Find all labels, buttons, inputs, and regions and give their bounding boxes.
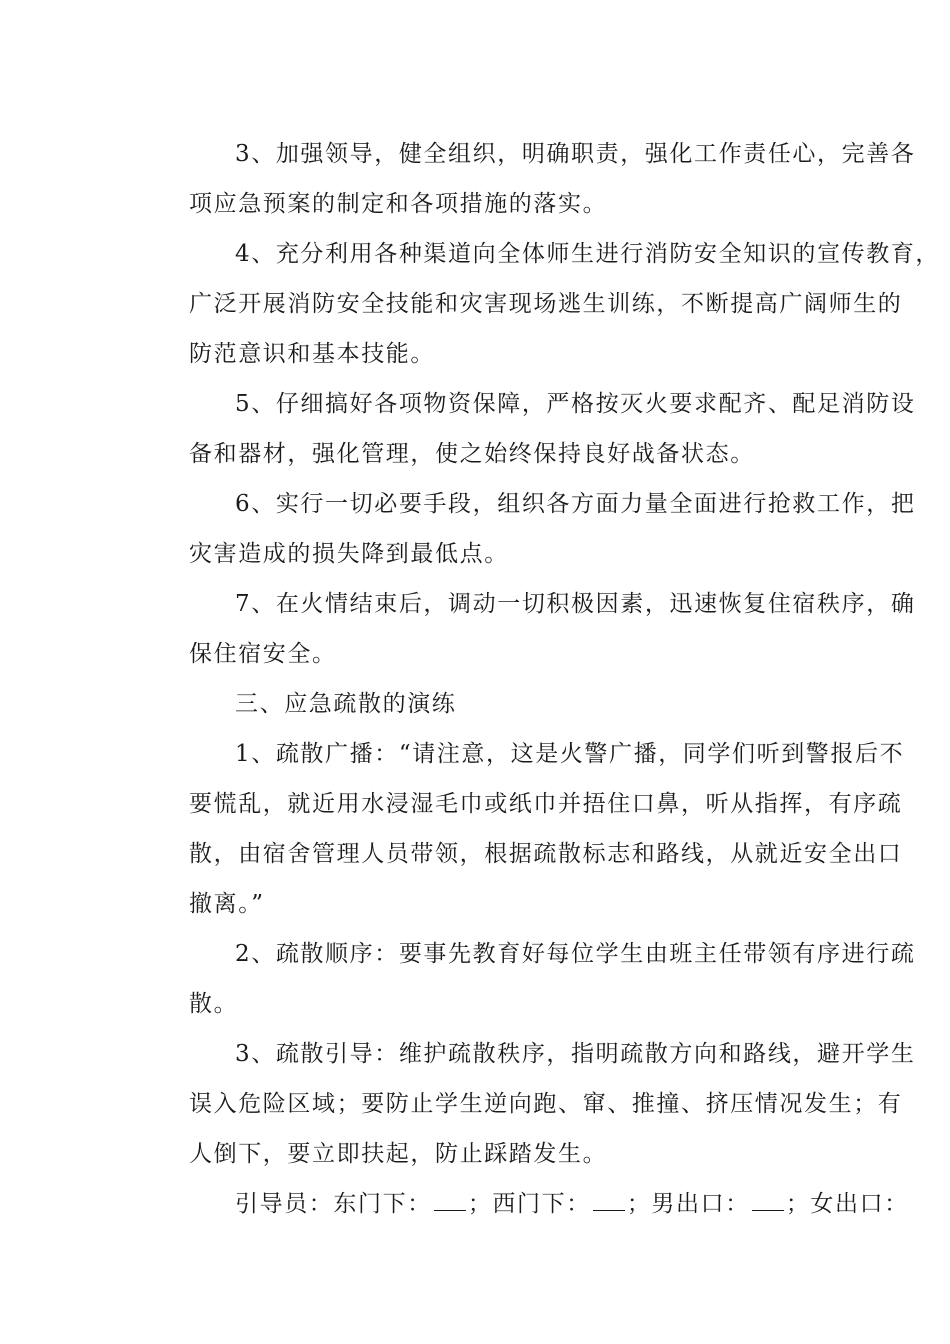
text-line: 人倒下，要立即扶起，防止踩踏发生。 — [189, 1141, 608, 1167]
text-line: 保住宿安全。 — [189, 641, 337, 667]
text-line: 广泛开展消防安全技能和灾害现场逃生训练，不断提高广阔师生的 — [189, 291, 903, 317]
text-line: 要慌乱，就近用水浸湿毛巾或纸巾并捂住口鼻，听从指挥，有序疏 — [189, 791, 903, 817]
paragraph-item-7 — [143, 579, 916, 679]
paragraph-evac-guidance — [143, 1029, 916, 1179]
text-line: 灾害造成的损失降到最低点。 — [189, 541, 509, 567]
text-line: 4、充分利用各种渠道向全体师生进行消防安全知识的宣传教育， — [235, 241, 941, 267]
text-line: 误入危险区域；要防止学生逆向跑、窜、推撞、挤压情况发生；有 — [189, 1091, 903, 1117]
female-exit-label: ；女出口： — [785, 1191, 909, 1217]
paragraph-evac-order — [143, 929, 916, 1029]
east-gate-blank — [434, 1190, 466, 1211]
guides-line — [143, 1179, 909, 1229]
male-exit-label: ；男出口： — [626, 1191, 750, 1217]
text-line: 3、疏散引导：维护疏散秩序，指明疏散方向和路线，避开学生 — [235, 1041, 916, 1067]
text-line: 5、仔细搞好各项物资保障，严格按灭火要求配齐、配足消防设 — [235, 391, 916, 417]
document-body — [143, 129, 941, 1229]
paragraph-item-6 — [143, 479, 916, 579]
text-line: 散。 — [189, 991, 239, 1017]
text-line: 2、疏散顺序：要事先教育好每位学生由班主任带领有序进行疏 — [235, 941, 916, 967]
text-line: 防范意识和基本技能。 — [189, 341, 435, 367]
east-gate-label: 东门下： — [333, 1191, 432, 1217]
text-line: 撤离。” — [189, 891, 265, 917]
guides-text-line — [143, 1179, 909, 1229]
text-line: 6、实行一切必要手段，组织各方面力量全面进行抢救工作，把 — [235, 491, 916, 517]
paragraph-item-4 — [143, 229, 941, 379]
section-heading — [143, 679, 833, 729]
paragraph-item-3 — [143, 129, 916, 229]
text-line: 1、疏散广播：“请注意，这是火警广播，同学们听到警报后不 — [235, 741, 905, 767]
text-line: 备和器材，强化管理，使之始终保持良好战备状态。 — [189, 441, 755, 467]
paragraph-evac-broadcast — [143, 729, 905, 929]
paragraph-item-5 — [143, 379, 916, 479]
text-line: 项应急预案的制定和各项措施的落实。 — [189, 191, 608, 217]
west-gate-label: ；西门下： — [467, 1191, 591, 1217]
guides-label: 引导员： — [235, 1191, 334, 1217]
male-exit-blank — [752, 1190, 784, 1211]
section-heading-text: 三、应急疏散的演练 — [235, 691, 457, 717]
text-line: 7、在火情结束后，调动一切积极因素，迅速恢复住宿秩序，确 — [235, 591, 916, 617]
west-gate-blank — [593, 1190, 625, 1211]
text-line: 散，由宿舍管理人员带领，根据疏散标志和路线，从就近安全出口 — [189, 841, 903, 867]
text-line: 3、加强领导，健全组织，明确职责，强化工作责任心，完善各 — [235, 141, 916, 167]
